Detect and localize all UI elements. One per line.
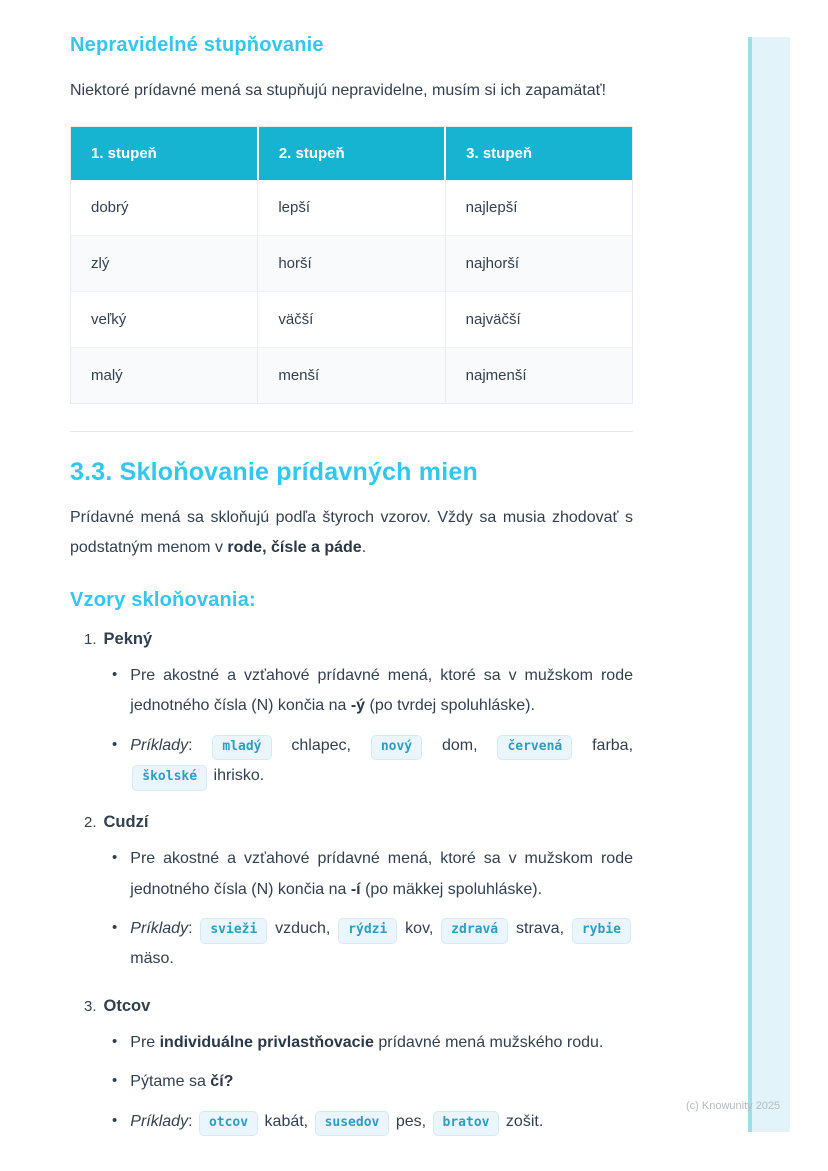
text-run: Pre akostné a vzťahové prídavné mená, ktoré sa v mužskom rode jednotného čísla (N) končia na [130, 850, 633, 898]
code-chip: rybie [572, 918, 631, 944]
pattern-name: Cudzí [103, 813, 149, 832]
bold-text: rode, čísle a páde [227, 538, 362, 556]
pattern-number: 2. [84, 814, 97, 832]
bullet-text [130, 1028, 633, 1058]
bullet-item [112, 1067, 633, 1097]
table-cell: väčší [258, 292, 445, 348]
text-run: vzduch, [269, 920, 337, 938]
declension-section-heading: 3.3. Skloňovanie prídavných mien [70, 458, 478, 487]
text-run: : [188, 920, 199, 938]
bold-text: individuálne privlastňovacie [159, 1033, 374, 1051]
pattern-item [70, 813, 633, 975]
table-cell: horší [258, 236, 445, 292]
pattern-name: Otcov [103, 996, 151, 1015]
italic-text: Príklady [130, 1112, 189, 1130]
patterns-list [70, 630, 633, 1137]
page-accent-bar [748, 37, 790, 1132]
text-run: mäso. [130, 950, 174, 968]
pattern-bullet-list [112, 1028, 633, 1137]
text-run: . [361, 538, 367, 556]
table-header-cell: 3. stupeň [445, 127, 632, 181]
bullet-marker: • [112, 1032, 118, 1050]
text-run: : [188, 1112, 197, 1130]
comparison-table [70, 126, 633, 404]
text-run: ihrisko. [209, 766, 265, 784]
bold-text: čí? [210, 1073, 234, 1091]
document-page [70, 32, 633, 1159]
code-chip: červená [497, 735, 572, 761]
table-cell: najväčší [445, 292, 632, 348]
table-cell: lepší [258, 180, 445, 236]
irregular-intro-paragraph [70, 76, 633, 106]
code-chip: mladý [212, 735, 271, 761]
text-run: Pre akostné a vzťahové prídavné mená, ktoré sa v mužskom rode jednotného čísla (N) končia na [130, 666, 633, 715]
italic-text: Príklady [130, 920, 189, 938]
pattern-header [70, 630, 633, 649]
bold-text: -ý [350, 697, 366, 715]
text-run: (po tvrdej spoluhláske). [365, 697, 535, 715]
italic-text: Príklady [130, 736, 189, 754]
bold-text: -í [350, 880, 361, 898]
text-run: kov, [399, 920, 440, 938]
bullet-marker: • [112, 1072, 118, 1090]
bullet-item [112, 844, 633, 905]
pattern-item [70, 997, 633, 1137]
irregular-comparison-heading: Nepravidelné stupňovanie [70, 34, 324, 56]
copyright-watermark: (c) Knowunity 2025 [686, 1100, 781, 1112]
pattern-name: Pekný [103, 629, 153, 648]
bullet-text [130, 1107, 633, 1137]
bullet-marker: • [112, 919, 118, 937]
pattern-number: 1. [84, 630, 97, 648]
text-run: pes, [391, 1112, 431, 1130]
table-row [71, 236, 633, 292]
text-run: dom, [424, 736, 496, 754]
table-cell: najmenší [445, 348, 632, 404]
text-run: (po mäkkej spoluhláske). [360, 880, 543, 898]
pattern-header [70, 997, 633, 1016]
bullet-item [112, 731, 633, 792]
text-run: Pýtame sa [130, 1073, 211, 1091]
bullet-item [112, 661, 633, 722]
table-cell: dobrý [71, 180, 258, 236]
code-chip: otcov [199, 1111, 258, 1137]
code-chip: školské [132, 765, 207, 791]
code-chip: nový [371, 735, 422, 761]
table-cell: veľký [71, 292, 258, 348]
bullet-marker: • [112, 665, 118, 683]
bullet-text [130, 844, 633, 905]
bullet-text [130, 914, 633, 975]
table-header-cell: 2. stupeň [258, 127, 445, 181]
bullet-marker: • [112, 1111, 118, 1129]
pattern-bullet-list [112, 844, 633, 975]
bullet-marker: • [112, 735, 118, 753]
table-cell: zlý [71, 236, 258, 292]
code-chip: zdravá [441, 918, 508, 944]
table-header-row [71, 127, 633, 181]
table-cell: malý [71, 348, 258, 404]
bullet-item [112, 1028, 633, 1058]
pattern-header [70, 813, 633, 832]
bullet-item [112, 1107, 633, 1137]
text-run: farba, [574, 736, 634, 754]
pattern-bullet-list [112, 661, 633, 792]
bullet-item [112, 914, 633, 975]
declension-intro-paragraph [70, 503, 633, 563]
bullet-text [130, 1067, 633, 1097]
table-row [71, 180, 633, 236]
table-header-cell: 1. stupeň [71, 127, 258, 181]
text-run: strava, [510, 920, 570, 938]
pattern-item [70, 630, 633, 792]
text-run: : [188, 736, 211, 754]
table-cell: najhorší [445, 236, 632, 292]
text-run: zošit. [501, 1112, 544, 1130]
text-run: prídavné mená mužského rodu. [373, 1033, 604, 1051]
text-run: Prídavné mená sa skloňujú podľa štyroch vzorov. Vždy sa musia zhodovať s podstatným menom v [70, 508, 633, 556]
table-row [71, 348, 633, 404]
text-run: kabát, [260, 1112, 313, 1130]
code-chip: rýdzi [338, 918, 397, 944]
code-chip: bratov [433, 1111, 500, 1137]
table-row [71, 292, 633, 348]
bullet-text [130, 661, 633, 722]
code-chip: susedov [315, 1111, 390, 1137]
code-chip: svieži [200, 918, 267, 944]
pattern-number: 3. [84, 997, 97, 1015]
text-run: chlapec, [273, 736, 369, 754]
text-run: Pre [130, 1033, 160, 1051]
comparison-table-body [71, 180, 633, 404]
text-run: Niektoré prídavné mená sa stupňujú nepravidelne, musím si ich zapamätať! [70, 82, 607, 99]
patterns-subheading: Vzory skloňovania: [70, 588, 256, 611]
comparison-table-head [71, 127, 633, 181]
table-cell: menší [258, 348, 445, 404]
bullet-text [130, 731, 633, 792]
table-cell: najlepší [445, 180, 632, 236]
section-divider [70, 431, 633, 432]
bullet-marker: • [112, 849, 118, 867]
